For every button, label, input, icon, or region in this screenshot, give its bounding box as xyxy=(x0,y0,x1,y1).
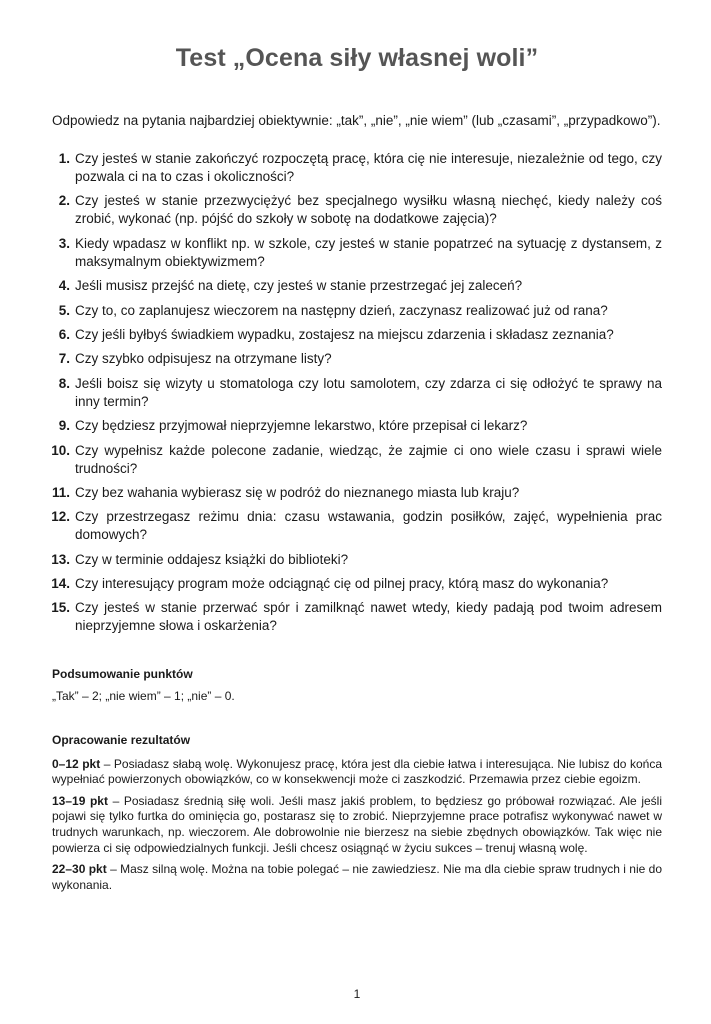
result-text: – Posiadasz średnią siłę woli. Jeśli masz jakiś problem, to będziesz go próbował rozwiązać. Ale jeśli pojawi się tylko furtka do ominięcia go, postarasz się to zrobić. Nieprzyjemne prace potrafisz wykonywać nawet w trudnych warunkach, np. wieczorem. Ale dobrowolnie nie bierzesz na siebie zbędnych obowiązków. Tak więc nie powierza ci się odpowiedzialnych funkcji. Jeśli chcesz osiągnąć w życiu sukces – trenuj własną wolę. xyxy=(52,793,662,855)
question-text: Czy będziesz przyjmował nieprzyjemne lekarstwo, które przepisał ci lekarz? xyxy=(75,418,528,434)
question-text: Jeśli boisz się wizyty u stomatologa czy lotu samolotem, czy zdarza ci się odłożyć te sprawy na inny termin? xyxy=(75,375,662,409)
question-text: Czy jesteś w stanie przerwać spór i zamilknąć nawet wtedy, kiedy padają pod twoim adresem nieprzyjemne słowa i oskarżenia? xyxy=(75,600,662,634)
question-item xyxy=(52,551,662,569)
question-item xyxy=(52,277,662,295)
question-text: Czy przestrzegasz reżimu dnia: czasu wstawania, godzin posiłków, zajęć, wypełnienia prac domowych? xyxy=(75,509,662,543)
question-item xyxy=(52,417,662,435)
question-item xyxy=(52,326,662,344)
result-range: 22–30 pkt xyxy=(52,862,107,877)
question-number: 14. xyxy=(51,576,70,592)
question-item xyxy=(52,599,662,635)
result-item xyxy=(52,757,662,788)
result-text: – Masz silną wolę. Można na tobie polegać – nie zawiedziesz. Nie ma dla ciebie spraw trudnych i nie do wykonania. xyxy=(52,862,662,892)
question-item xyxy=(52,484,662,502)
question-text: Czy bez wahania wybierasz się w podróż do nieznanego miasta lub kraju? xyxy=(75,484,520,500)
question-item xyxy=(52,508,662,544)
question-number: 6. xyxy=(58,326,70,342)
results-heading: Opracowanie rezultatów xyxy=(52,733,191,747)
question-number: 10. xyxy=(51,442,70,458)
result-range: 0–12 pkt xyxy=(52,756,101,771)
question-item xyxy=(52,150,662,186)
question-item xyxy=(52,442,662,478)
question-number: 15. xyxy=(51,600,70,616)
question-number: 9. xyxy=(58,418,70,434)
result-text: – Posiadasz słabą wolę. Wykonujesz pracę, która jest dla ciebie łatwa i interesująca. Nie lubisz do końca wypełniać powierzonych obowiązków, co w konsekwencji może ci zaszkodzić. Przemawia przez ciebie egoizm. xyxy=(52,756,662,787)
question-text: Jeśli musisz przejść na dietę, czy jesteś w stanie przestrzegać jej zaleceń? xyxy=(75,278,523,294)
question-number: 11. xyxy=(51,484,70,500)
summary-text: „Tak” – 2; „nie wiem” – 1; „nie” – 0. xyxy=(52,689,235,703)
question-item xyxy=(52,575,662,593)
question-text: Czy wypełnisz każde polecone zadanie, wiedząc, że zajmie ci ono wiele czasu i sprawi wiele trudności? xyxy=(75,442,662,476)
question-number: 7. xyxy=(58,351,70,367)
question-number: 13. xyxy=(51,551,70,567)
question-number: 1. xyxy=(58,151,70,166)
question-item xyxy=(52,350,662,368)
results-section xyxy=(52,733,662,899)
question-item xyxy=(52,192,662,228)
page-number: 1 xyxy=(353,987,361,1001)
question-item xyxy=(52,302,662,320)
result-item xyxy=(52,862,662,893)
question-number: 4. xyxy=(58,278,70,294)
summary-heading: Podsumowanie punktów xyxy=(52,667,193,681)
question-text: Czy szybko odpisujesz na otrzymane listy? xyxy=(75,351,332,367)
question-text: Kiedy wpadasz w konflikt np. w szkole, czy jesteś w stanie popatrzeć na sytuację z dystansem, z maksymalnym obiektywizmem? xyxy=(75,235,662,269)
intro-instructions: Odpowiedz na pytania najbardziej obiektywnie: „tak”, „nie”, „nie wiem” (lub „czasami”, „przypadkowo”). xyxy=(52,113,661,128)
question-text: Czy interesujący program może odciągnąć cię od pilnej pracy, którą masz do wykonania? xyxy=(75,576,609,592)
question-text: Czy jeśli byłbyś świadkiem wypadku, zostajesz na miejscu zdarzenia i składasz zeznania? xyxy=(75,326,614,342)
page-title: Test „Ocena siły własnej woli” xyxy=(175,44,539,72)
question-number: 3. xyxy=(58,235,70,251)
question-text: Czy jesteś w stanie zakończyć rozpoczętą pracę, która cię nie interesuje, niezależnie od tego, czy pozwala ci na to czas i okoliczności? xyxy=(75,151,662,184)
question-number: 8. xyxy=(58,375,70,391)
question-number: 2. xyxy=(58,193,70,209)
question-text: Czy jesteś w stanie przezwyciężyć bez specjalnego wysiłku własną niechęć, kiedy należy coś zrobić, wykonać (np. pójść do szkoły w sobotę na dodatkowe zajęcia)? xyxy=(75,193,662,227)
question-item xyxy=(52,375,662,411)
question-item xyxy=(52,235,662,271)
question-list xyxy=(52,150,662,642)
question-number: 12. xyxy=(51,509,70,525)
result-range: 13–19 pkt xyxy=(52,793,108,808)
question-text: Czy to, co zaplanujesz wieczorem na następny dzień, zaczynasz realizować już od rana? xyxy=(75,302,608,318)
summary-section xyxy=(52,667,662,703)
question-number: 5. xyxy=(58,302,70,318)
question-text: Czy w terminie oddajesz książki do biblioteki? xyxy=(75,551,349,567)
result-item xyxy=(52,794,662,856)
